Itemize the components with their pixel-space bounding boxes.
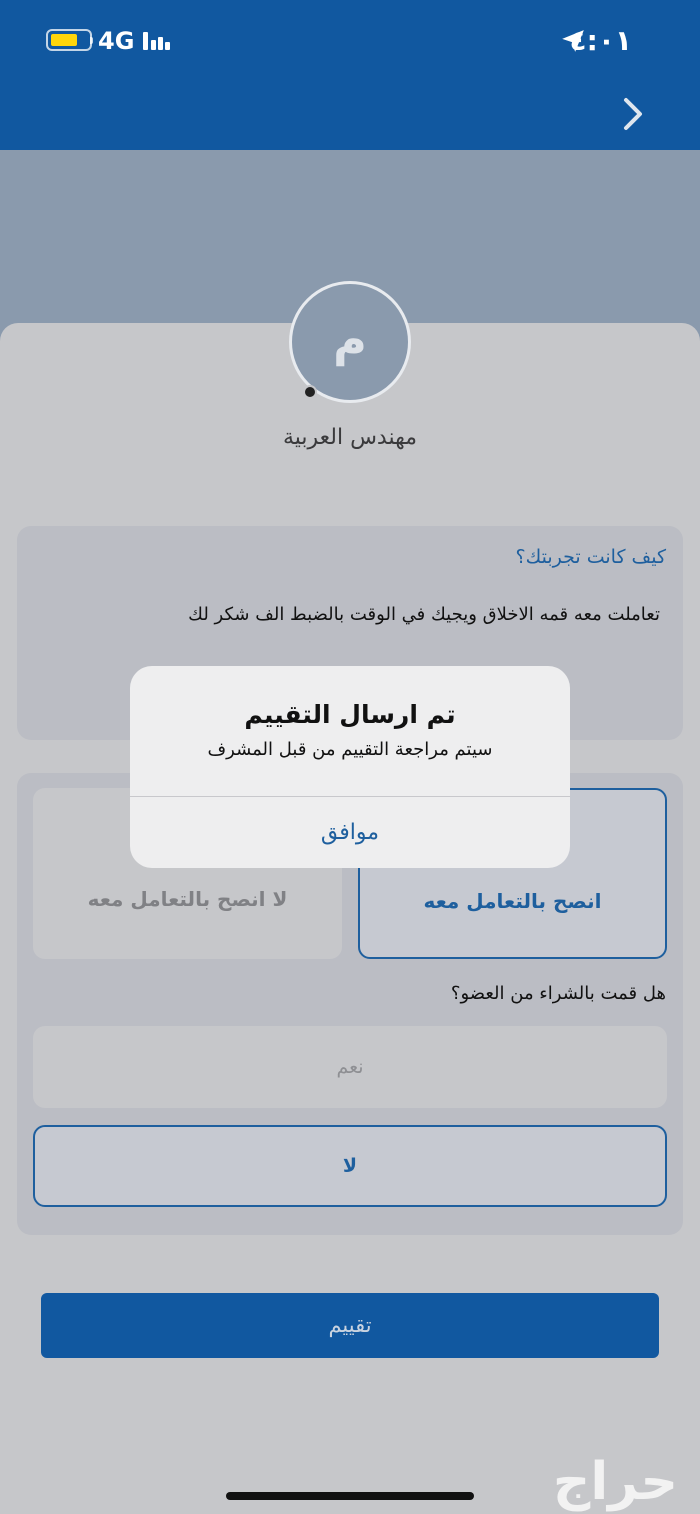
alert-dialog xyxy=(130,666,570,868)
member-name: مهندس العربية xyxy=(282,425,418,450)
recommend-option[interactable]: انصح بالتعامل معه xyxy=(358,788,667,959)
status-bar xyxy=(0,0,700,80)
submit-rating-button[interactable]: تقييم xyxy=(41,1293,659,1358)
nav-bar xyxy=(0,80,700,150)
purchase-question: هل قمت بالشراء من العضو؟ xyxy=(450,983,666,1004)
back-chevron-icon[interactable] xyxy=(618,94,648,134)
experience-text[interactable]: تعاملت معه قمه الاخلاق ويجيك في الوقت بالضبط الف شكر لك xyxy=(188,604,660,625)
purchase-yes-option[interactable]: نعم xyxy=(33,1026,667,1108)
home-indicator[interactable] xyxy=(226,1492,474,1500)
experience-question: كيف كانت تجربتك؟ xyxy=(515,546,666,568)
purchase-no-option[interactable]: لا xyxy=(33,1125,667,1207)
not-recommend-option[interactable]: لا انصح بالتعامل معه xyxy=(33,788,342,959)
network-type: 4G xyxy=(98,27,135,55)
battery-icon xyxy=(46,29,92,51)
clock: ٤:٠١ xyxy=(569,24,632,57)
status-dot xyxy=(303,385,317,399)
watermark: حراج xyxy=(552,1452,678,1512)
alert-title: تم ارسال التقييم xyxy=(244,700,456,729)
alert-message: سيتم مراجعة التقييم من قبل المشرف xyxy=(207,739,493,760)
signal-icon xyxy=(143,30,173,50)
alert-ok-button[interactable]: موافق xyxy=(320,820,380,845)
avatar: م xyxy=(289,281,411,403)
